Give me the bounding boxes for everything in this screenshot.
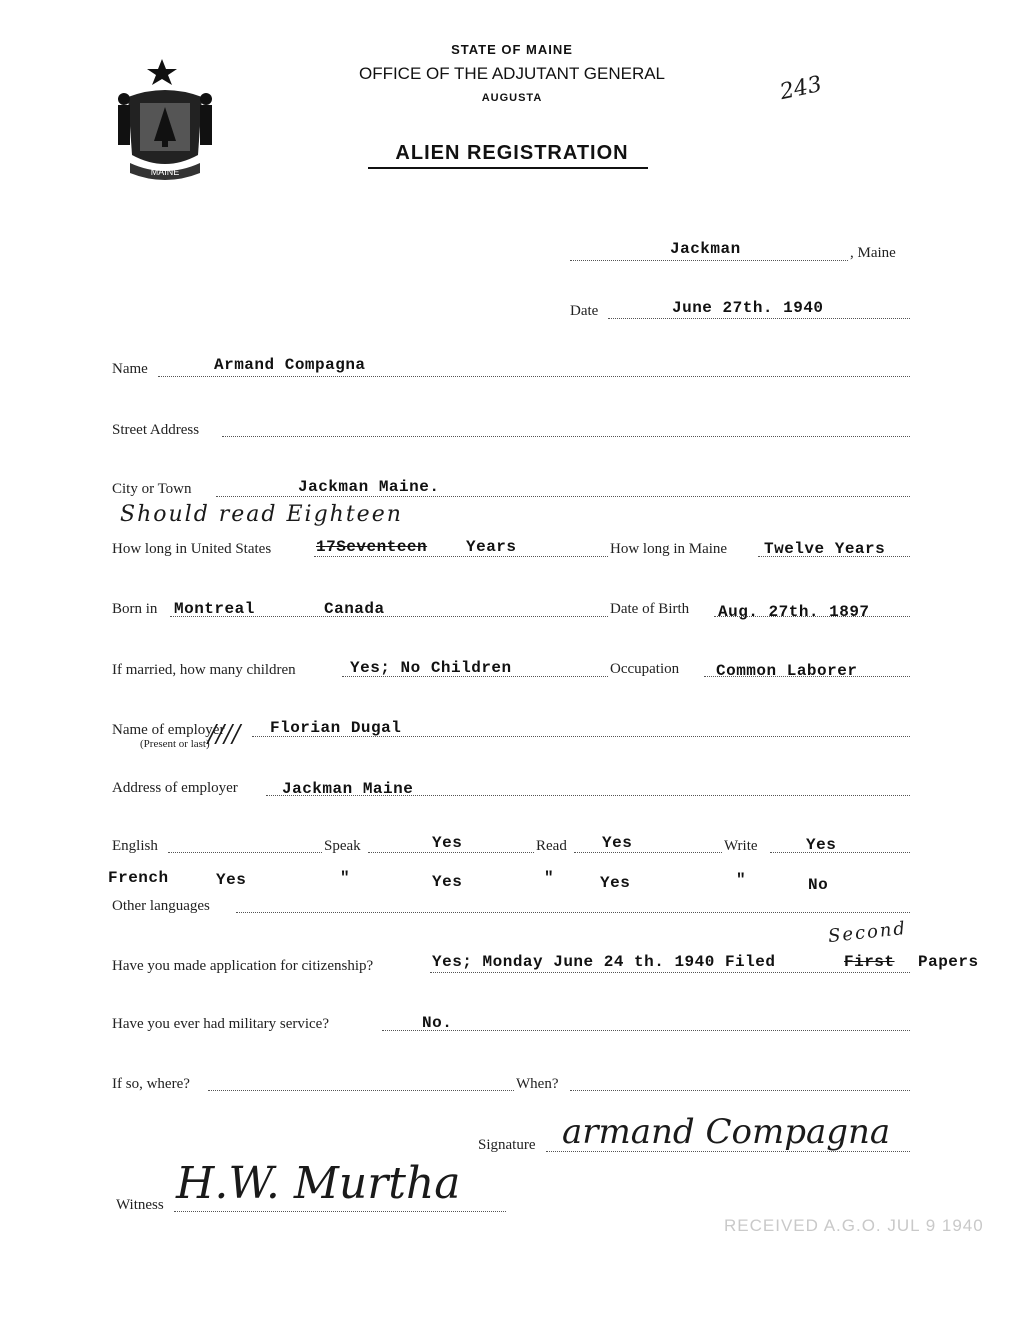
city-label: City or Town	[112, 481, 192, 497]
correction-note: Should read Eighteen	[120, 502, 403, 527]
occupation-value: Common Laborer	[716, 662, 858, 680]
employer-sublabel: (Present or last)	[140, 738, 210, 750]
children-label: If married, how many children	[112, 662, 296, 678]
employer-hand-mark: ////	[208, 720, 241, 748]
street-label: Street Address	[112, 422, 200, 438]
write-label: Write	[724, 838, 758, 854]
witness-label: Witness	[116, 1197, 164, 1213]
date-label: Date	[570, 303, 599, 319]
maine-years-label: How long in Maine	[610, 541, 728, 557]
french-write-value: No	[808, 876, 829, 894]
born-city-value: Montreal	[174, 600, 255, 618]
city-heading: AUGUSTA	[481, 92, 543, 104]
english-speak-value: Yes	[432, 834, 463, 852]
born-country-value: Canada	[324, 600, 385, 618]
children-value: Yes; No Children	[350, 659, 512, 677]
citizenship-struck: First	[844, 953, 895, 971]
citizenship-label: Have you made application for citizenship?	[112, 958, 374, 974]
when-label: When?	[516, 1076, 559, 1092]
other-languages-label: Other languages	[112, 898, 210, 914]
french-ditto-2: "	[544, 869, 555, 887]
speak-label: Speak	[324, 838, 361, 854]
english-write-value: Yes	[806, 836, 837, 854]
signature-label: Signature	[478, 1137, 536, 1153]
employer-address-value: Jackman Maine	[282, 780, 414, 798]
citizenship-hand-note: Second	[827, 917, 908, 948]
military-label: Have you ever had military service?	[112, 1016, 329, 1032]
french-speak2-value: Yes	[432, 873, 463, 891]
form-title: ALIEN REGISTRATION	[395, 142, 629, 164]
name-label: Name	[112, 361, 148, 377]
title-underline	[368, 167, 648, 169]
us-years-struck: 17Seventeen	[316, 538, 428, 556]
office-heading: OFFICE OF THE ADJUTANT GENERAL	[358, 64, 666, 83]
signature-value: armand Compagna	[562, 1112, 891, 1152]
us-years-value: Years	[466, 538, 517, 556]
received-stamp: RECEIVED A.G.O. JUL 9 1940	[724, 1216, 984, 1235]
state-heading: STATE OF MAINE	[451, 42, 573, 57]
french-label: French	[108, 869, 169, 887]
english-label: English	[112, 838, 158, 854]
citizenship-after: Papers	[918, 953, 979, 971]
citizenship-value: Yes; Monday June 24 th. 1940 Filed	[432, 953, 776, 971]
french-ditto-3: "	[736, 871, 747, 889]
where-label: If so, where?	[112, 1076, 190, 1092]
dob-value: Aug. 27th. 1897	[718, 603, 870, 621]
born-label: Born in	[112, 601, 158, 617]
occupation-label: Occupation	[610, 661, 680, 677]
employer-address-label: Address of employer	[112, 780, 238, 796]
employer-value: Florian Dugal	[270, 719, 402, 737]
seal-text: MAINE	[150, 167, 180, 177]
date-value: June 27th. 1940	[672, 299, 824, 317]
name-value: Armand Compagna	[214, 356, 366, 374]
french-read-value: Yes	[600, 874, 631, 892]
state-label: , Maine	[850, 245, 896, 261]
military-value: No.	[422, 1014, 453, 1032]
city-value: Jackman Maine.	[298, 478, 440, 496]
french-speak-value: Yes	[216, 871, 247, 889]
witness-value: H.W. Murtha	[176, 1158, 461, 1209]
french-ditto-1: "	[340, 869, 351, 887]
dob-label: Date of Birth	[610, 601, 690, 617]
margin-note: 243	[777, 71, 825, 106]
town-value: Jackman	[670, 240, 741, 258]
employer-label: Name of employer	[112, 722, 225, 738]
maine-years-value: Twelve Years	[764, 540, 886, 558]
read-label: Read	[536, 838, 567, 854]
state-seal-image	[110, 55, 220, 183]
us-years-label: How long in United States	[112, 541, 272, 557]
english-read-value: Yes	[602, 834, 633, 852]
